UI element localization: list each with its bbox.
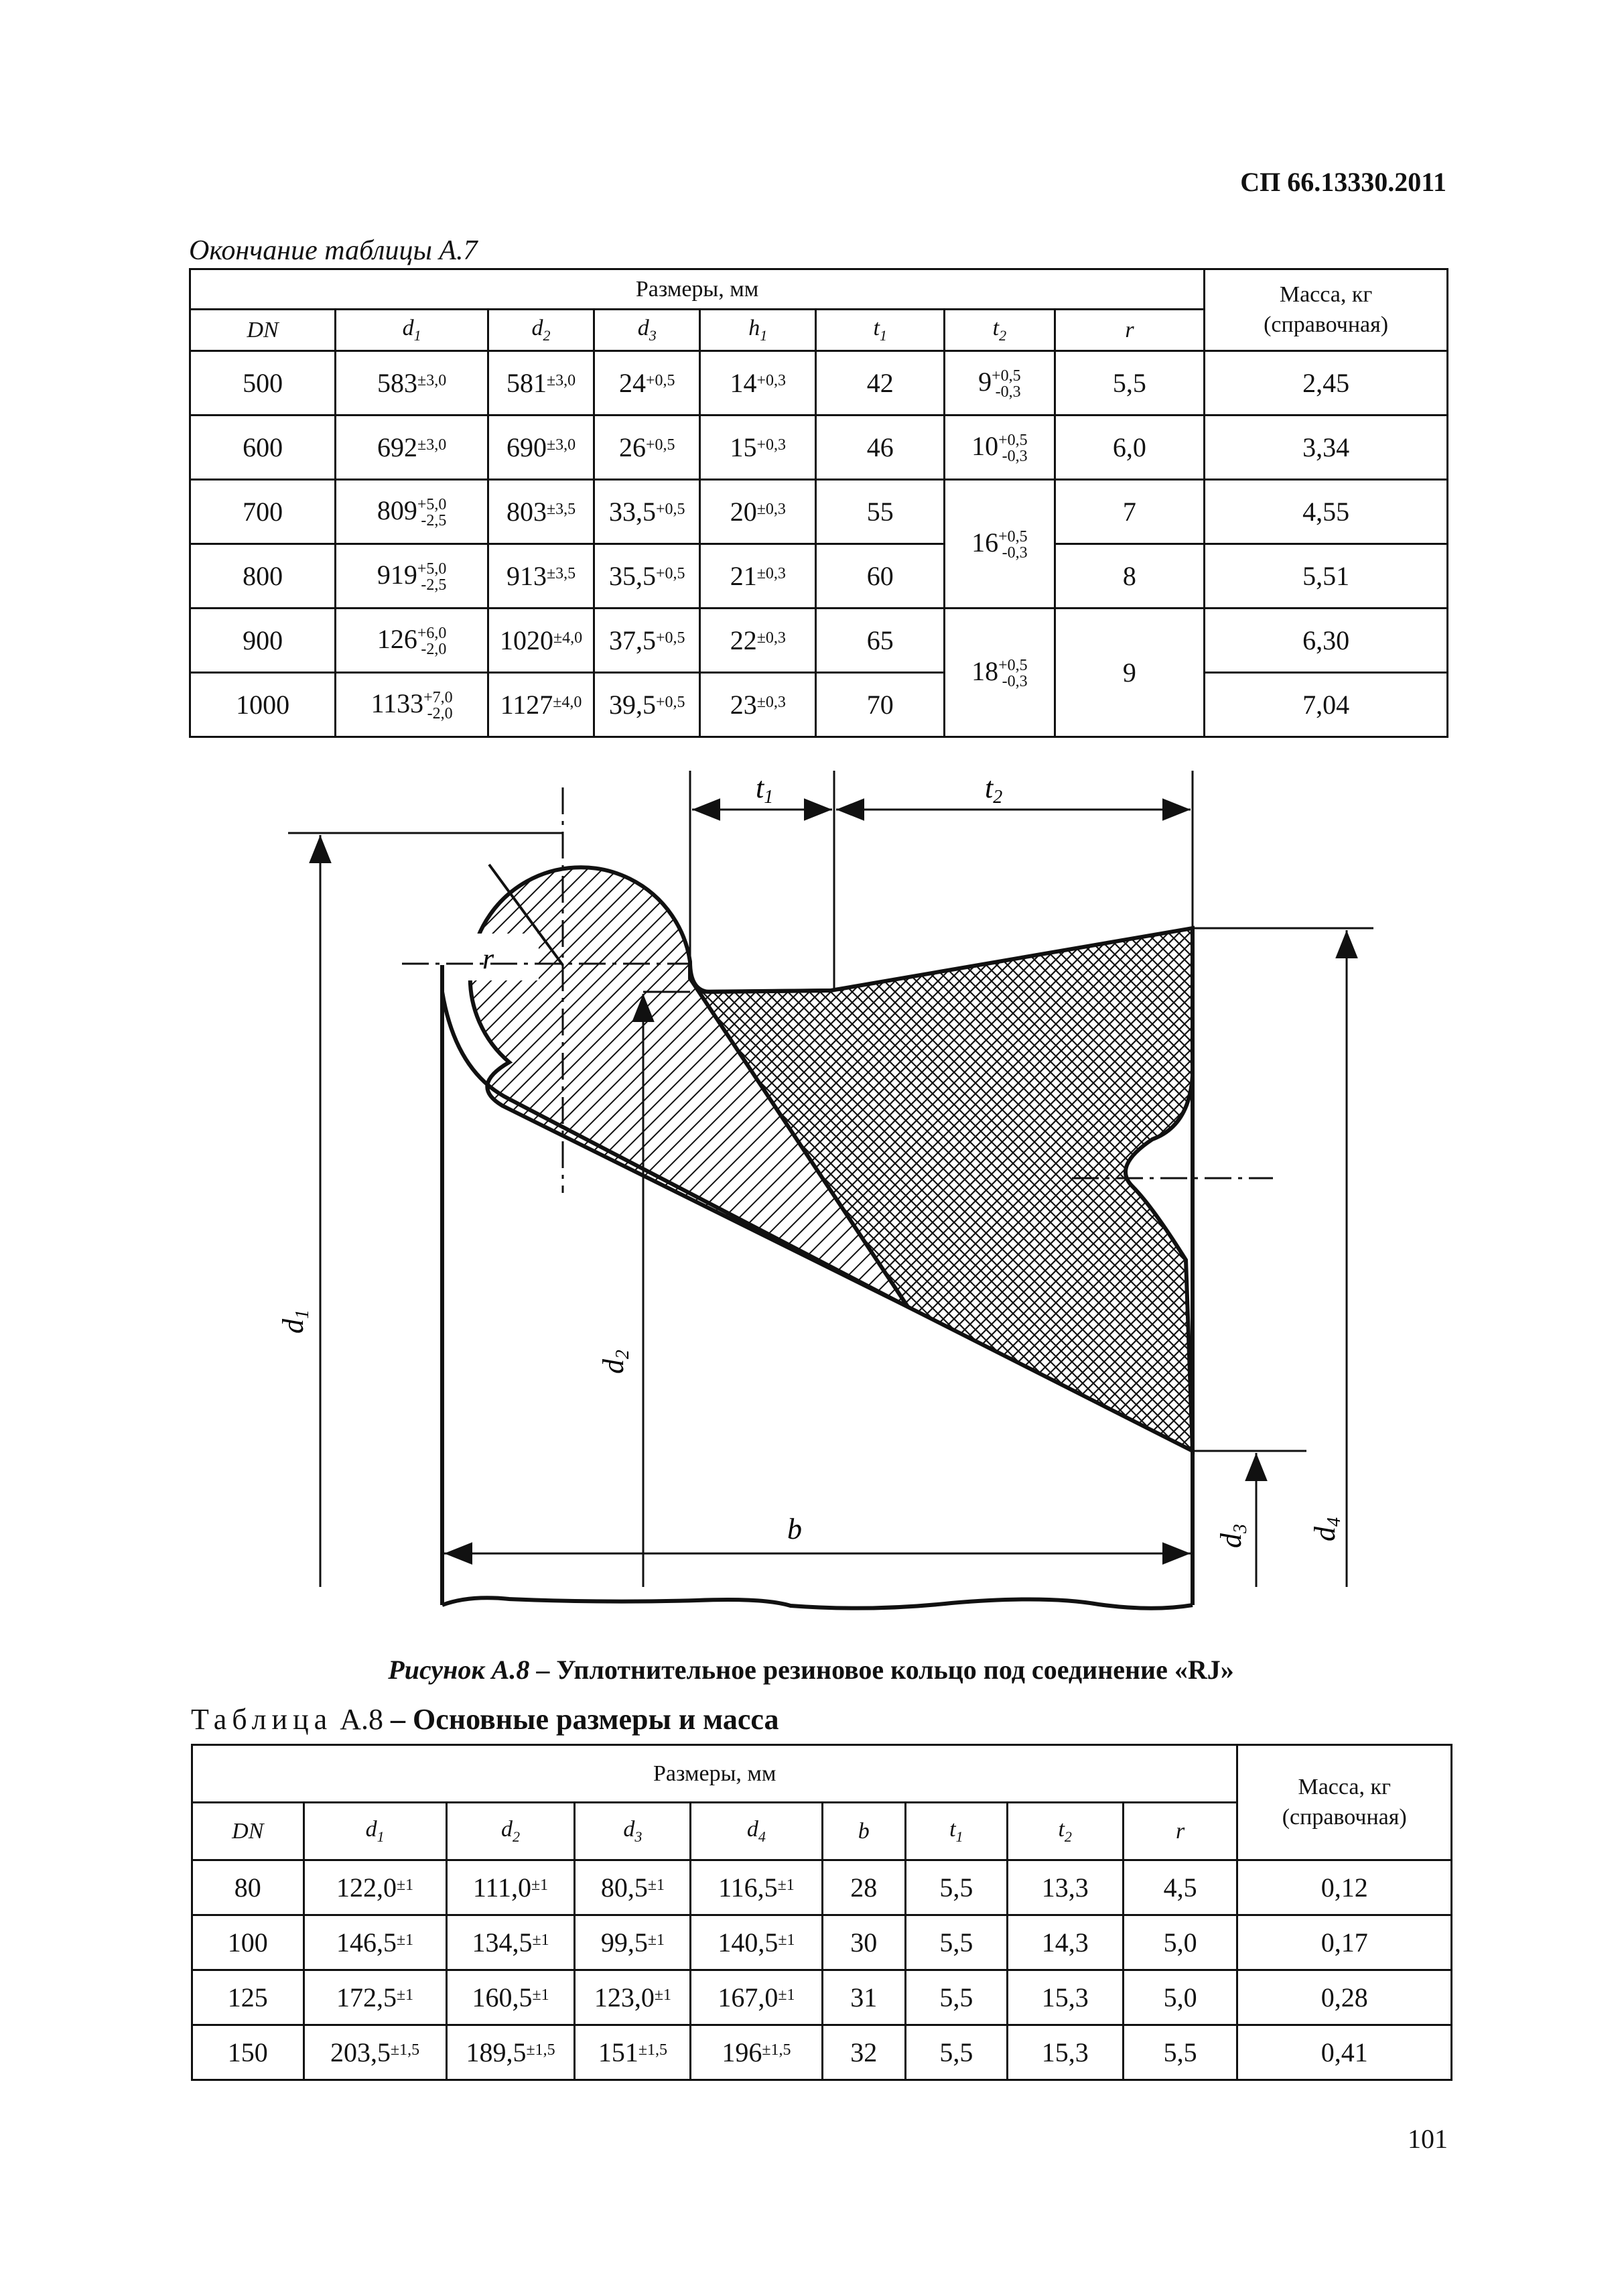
cell-r: 8 — [1055, 544, 1205, 609]
cell-d3: $99,5^{\pm 1}$ — [575, 1915, 691, 1970]
cell-d3: $33,5^{+0,5}$ — [594, 480, 700, 544]
cell-d1: $146,5^{\pm 1}$ — [303, 1915, 446, 1970]
cell-mass: 0,17 — [1237, 1915, 1452, 1970]
cell-r: 6,0 — [1055, 416, 1205, 480]
cell-r: 5,0 — [1123, 1915, 1237, 1970]
cell-d3: $24^{+0,5}$ — [594, 351, 700, 416]
table-row — [192, 1970, 1452, 2025]
cell-d2: $134,5^{\pm 1}$ — [446, 1915, 575, 1970]
page-number: 101 — [1408, 2124, 1448, 2154]
cell-d2: $189,5^{\pm 1,5}$ — [446, 2025, 575, 2080]
cell-t1: 65 — [816, 609, 945, 673]
cell-d1: 809 +5,0 -2,5 — [336, 480, 488, 544]
cell-mass: 0,12 — [1237, 1860, 1452, 1915]
cell-mass: 6,30 — [1205, 609, 1448, 673]
label-d4: d4 — [1308, 1517, 1345, 1541]
col-header-r: r — [1055, 310, 1205, 351]
cell-t1: 42 — [816, 351, 945, 416]
label-r: r — [482, 942, 494, 975]
col-header-t2: $t_2$ — [945, 310, 1055, 351]
col-header-t1: $t_1$ — [816, 310, 945, 351]
table-row — [190, 351, 1448, 416]
cell-t2: 9 +0,5 -0,3 — [945, 351, 1055, 416]
cell-mass: 0,41 — [1237, 2025, 1452, 2080]
cell-r: 5,0 — [1123, 1970, 1237, 2025]
cell-d4: $116,5^{\pm 1}$ — [691, 1860, 822, 1915]
cell-dn: 100 — [192, 1915, 304, 1970]
cell-dn: 150 — [192, 2025, 304, 2080]
cell-d2: $803^{\pm 3,5}$ — [488, 480, 594, 544]
cell-t2: 10 +0,5 -0,3 — [945, 416, 1055, 480]
cell-d1: 126 +6,0 -2,0 — [336, 609, 488, 673]
col-header-dn: DN — [190, 310, 336, 351]
cell-dn: 900 — [190, 609, 336, 673]
table-row — [190, 544, 1448, 609]
cell-d1: $172,5^{\pm 1}$ — [303, 1970, 446, 2025]
cell-d1: $692^{\pm 3,0}$ — [336, 416, 488, 480]
cell-r: 5,5 — [1055, 351, 1205, 416]
cell-d2: $1127^{\pm 4,0}$ — [488, 673, 594, 737]
cell-t1: 5,5 — [905, 1915, 1007, 1970]
table-row — [192, 1860, 1452, 1915]
cell-b: 30 — [822, 1915, 905, 1970]
label-d1: d1 — [277, 1310, 313, 1334]
cell-h1: $23^{\pm 0,3}$ — [700, 673, 816, 737]
cell-d1: $203,5^{\pm 1,5}$ — [303, 2025, 446, 2080]
cell-mass: 5,51 — [1205, 544, 1448, 609]
cell-d2: $1020^{\pm 4,0}$ — [488, 609, 594, 673]
cell-mass: 0,28 — [1237, 1970, 1452, 2025]
cell-dn: 1000 — [190, 673, 336, 737]
cell-dn: 600 — [190, 416, 336, 480]
cell-mass: 4,55 — [1205, 480, 1448, 544]
cell-d2: $111,0^{\pm 1}$ — [446, 1860, 575, 1915]
cell-d3: $35,5^{+0,5}$ — [594, 544, 700, 609]
col-header-r: r — [1123, 1803, 1237, 1860]
figure-a8-caption: Рисунок А.8 – Уплотнительное резиновое кольцо под соединение «RJ» — [388, 1655, 1234, 1685]
cell-d1: 1133 +7,0 -2,0 — [336, 673, 488, 737]
table-a8-caption: Таблица А.8 – Основные размеры и масса — [191, 1703, 779, 1736]
cell-r: 7 — [1055, 480, 1205, 544]
label-d3: d3 — [1215, 1524, 1251, 1548]
col-header-dn: DN — [192, 1803, 304, 1860]
col-header-t2: $t_2$ — [1007, 1803, 1123, 1860]
cell-d1: 919 +5,0 -2,5 — [336, 544, 488, 609]
table-a7-group-header: Размеры, мм — [190, 269, 1205, 310]
table-a7 — [189, 268, 1448, 738]
table-a8-mass-header: Масса, кг (справочная) — [1237, 1745, 1452, 1860]
cell-d4: $196^{\pm 1,5}$ — [691, 2025, 822, 2080]
cell-t1: 5,5 — [905, 1860, 1007, 1915]
col-header-d1: $d_1$ — [303, 1803, 446, 1860]
cell-mass: 7,04 — [1205, 673, 1448, 737]
cell-d2: $581^{\pm 3,0}$ — [488, 351, 594, 416]
table-row — [192, 1915, 1452, 1970]
cell-h1: $14^{+0,3}$ — [700, 351, 816, 416]
cell-mass: 3,34 — [1205, 416, 1448, 480]
cell-t1: 5,5 — [905, 1970, 1007, 2025]
cell-dn: 700 — [190, 480, 336, 544]
cell-d4: $167,0^{\pm 1}$ — [691, 1970, 822, 2025]
cell-dn: 80 — [192, 1860, 304, 1915]
cell-t1: 46 — [816, 416, 945, 480]
cell-t2: 14,3 — [1007, 1915, 1123, 1970]
cell-b: 32 — [822, 2025, 905, 2080]
cell-t1: 5,5 — [905, 2025, 1007, 2080]
cell-t2: 16 +0,5 -0,3 — [945, 480, 1055, 609]
cell-t2: 15,3 — [1007, 2025, 1123, 2080]
cell-r: 4,5 — [1123, 1860, 1237, 1915]
cell-h1: $20^{\pm 0,3}$ — [700, 480, 816, 544]
table-row — [190, 609, 1448, 673]
cell-dn: 800 — [190, 544, 336, 609]
col-header-d2: $d_2$ — [446, 1803, 575, 1860]
figure-a8-drawing — [0, 751, 1622, 1649]
table-row — [190, 416, 1448, 480]
cell-d3: $37,5^{+0,5}$ — [594, 609, 700, 673]
cell-d1: $122,0^{\pm 1}$ — [303, 1860, 446, 1915]
cell-d3: $39,5^{+0,5}$ — [594, 673, 700, 737]
col-header-d2: $d_2$ — [488, 310, 594, 351]
col-header-t1: $t_1$ — [905, 1803, 1007, 1860]
cell-d4: $140,5^{\pm 1}$ — [691, 1915, 822, 1970]
cell-b: 31 — [822, 1970, 905, 2025]
cell-t1: 55 — [816, 480, 945, 544]
label-b: b — [787, 1513, 802, 1545]
cell-h1: $21^{\pm 0,3}$ — [700, 544, 816, 609]
col-header-d4: $d_4$ — [691, 1803, 822, 1860]
cell-t1: 60 — [816, 544, 945, 609]
cell-dn: 500 — [190, 351, 336, 416]
cell-t1: 70 — [816, 673, 945, 737]
table-row — [192, 2025, 1452, 2080]
cell-d3: $80,5^{\pm 1}$ — [575, 1860, 691, 1915]
cell-d3: $123,0^{\pm 1}$ — [575, 1970, 691, 2025]
table-a7-caption: Окончание таблицы А.7 — [189, 235, 478, 266]
cell-d2: $690^{\pm 3,0}$ — [488, 416, 594, 480]
cell-t2: 18 +0,5 -0,3 — [945, 609, 1055, 737]
cell-h1: $15^{+0,3}$ — [700, 416, 816, 480]
table-a8-group-header: Размеры, мм — [192, 1745, 1237, 1803]
table-a7-mass-header: Масса, кг (справочная) — [1205, 269, 1448, 351]
cell-t2: 13,3 — [1007, 1860, 1123, 1915]
cell-d1: $583^{\pm 3,0}$ — [336, 351, 488, 416]
cell-mass: 2,45 — [1205, 351, 1448, 416]
cell-t2: 15,3 — [1007, 1970, 1123, 2025]
label-t2: t2 — [985, 771, 1003, 808]
document-code: СП 66.13330.2011 — [1240, 167, 1446, 197]
table-row — [190, 673, 1448, 737]
col-header-h1: $h_1$ — [700, 310, 816, 351]
cell-d2: $913^{\pm 3,5}$ — [488, 544, 594, 609]
cell-r: 5,5 — [1123, 2025, 1237, 2080]
cell-r: 9 — [1055, 609, 1205, 737]
cell-d3: $26^{+0,5}$ — [594, 416, 700, 480]
label-t1: t1 — [756, 771, 774, 808]
col-header-d3: $d_3$ — [594, 310, 700, 351]
cell-b: 28 — [822, 1860, 905, 1915]
col-header-d3: $d_3$ — [575, 1803, 691, 1860]
cell-d3: $151^{\pm 1,5}$ — [575, 2025, 691, 2080]
col-header-d1: $d_1$ — [336, 310, 488, 351]
cell-h1: $22^{\pm 0,3}$ — [700, 609, 816, 673]
label-d2: d2 — [597, 1350, 633, 1374]
table-a8 — [191, 1744, 1452, 2081]
cell-dn: 125 — [192, 1970, 304, 2025]
table-row — [190, 480, 1448, 544]
cell-d2: $160,5^{\pm 1}$ — [446, 1970, 575, 2025]
col-header-b: b — [822, 1803, 905, 1860]
